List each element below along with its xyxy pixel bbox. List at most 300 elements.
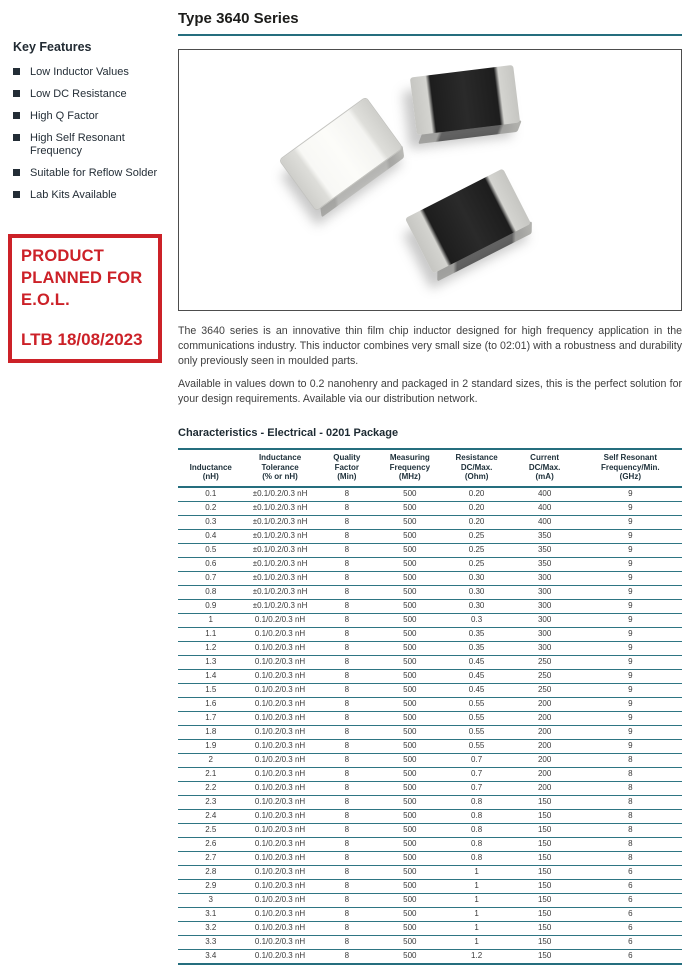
table-cell: 3.3 — [178, 935, 244, 949]
table-cell: 1.3 — [178, 655, 244, 669]
table-cell: 0.1/0.2/0.3 nH — [244, 739, 317, 753]
table-row — [178, 711, 682, 725]
table-cell: 8 — [317, 739, 377, 753]
table-cell: 0.55 — [443, 725, 511, 739]
table-row — [178, 571, 682, 585]
table-cell: 8 — [579, 767, 682, 781]
table-cell: 150 — [511, 823, 579, 837]
table-cell: 0.8 — [443, 823, 511, 837]
table-cell: 500 — [377, 795, 443, 809]
characteristics-table — [178, 448, 682, 965]
table-cell: 0.1/0.2/0.3 nH — [244, 893, 317, 907]
table-cell: 3.2 — [178, 921, 244, 935]
table-cell: 8 — [317, 823, 377, 837]
table-cell: 0.1/0.2/0.3 nH — [244, 921, 317, 935]
table-cell: 2.4 — [178, 809, 244, 823]
main-content — [178, 8, 682, 965]
table-row — [178, 893, 682, 907]
table-cell: 500 — [377, 725, 443, 739]
table-cell: 1.8 — [178, 725, 244, 739]
table-cell: 0.3 — [443, 613, 511, 627]
table-row — [178, 487, 682, 502]
table-cell: 0.8 — [443, 837, 511, 851]
table-row — [178, 865, 682, 879]
table-cell: 0.1/0.2/0.3 nH — [244, 627, 317, 641]
table-cell: 0.4 — [178, 529, 244, 543]
table-row — [178, 837, 682, 851]
square-bullet-icon — [13, 134, 20, 141]
table-cell: 6 — [579, 949, 682, 964]
key-feature-label: High Q Factor — [30, 110, 99, 122]
table-cell: 8 — [317, 599, 377, 613]
table-cell: 150 — [511, 907, 579, 921]
table-cell: 500 — [377, 655, 443, 669]
eol-ltb-date: LTB 18/08/2023 — [21, 330, 143, 349]
table-cell: 0.7 — [443, 781, 511, 795]
table-cell: 6 — [579, 921, 682, 935]
table-cell: 6 — [579, 893, 682, 907]
table-cell: 8 — [317, 935, 377, 949]
table-row — [178, 907, 682, 921]
table-cell: 0.25 — [443, 529, 511, 543]
table-cell: 8 — [317, 641, 377, 655]
table-cell: 8 — [317, 669, 377, 683]
table-row — [178, 795, 682, 809]
table-cell: 150 — [511, 879, 579, 893]
table-cell: 2.8 — [178, 865, 244, 879]
table-cell: 0.7 — [443, 767, 511, 781]
table-cell: 0.1/0.2/0.3 nH — [244, 655, 317, 669]
table-cell: 2.1 — [178, 767, 244, 781]
table-cell: 1 — [443, 921, 511, 935]
table-cell: 9 — [579, 515, 682, 529]
table-row — [178, 585, 682, 599]
table-cell: 200 — [511, 767, 579, 781]
table-cell: 0.30 — [443, 599, 511, 613]
table-cell: 0.1/0.2/0.3 nH — [244, 949, 317, 964]
table-cell: 8 — [317, 585, 377, 599]
square-bullet-icon — [13, 90, 20, 97]
table-cell: 500 — [377, 529, 443, 543]
table-cell: 150 — [511, 921, 579, 935]
table-cell: 500 — [377, 501, 443, 515]
key-feature-item — [13, 66, 168, 79]
table-cell: 1.9 — [178, 739, 244, 753]
table-cell: 200 — [511, 697, 579, 711]
table-cell: 0.55 — [443, 697, 511, 711]
table-cell: 400 — [511, 515, 579, 529]
table-cell: 3 — [178, 893, 244, 907]
table-cell: 500 — [377, 921, 443, 935]
table-row — [178, 641, 682, 655]
table-cell: 8 — [317, 921, 377, 935]
table-cell: 1.5 — [178, 683, 244, 697]
table-cell: 8 — [317, 683, 377, 697]
table-row — [178, 697, 682, 711]
table-cell: 1.4 — [178, 669, 244, 683]
table-cell: 500 — [377, 627, 443, 641]
table-cell: 9 — [579, 711, 682, 725]
table-row — [178, 543, 682, 557]
table-cell: 300 — [511, 599, 579, 613]
table-cell: 500 — [377, 515, 443, 529]
table-cell: 8 — [579, 809, 682, 823]
table-row — [178, 739, 682, 753]
table-cell: 2.5 — [178, 823, 244, 837]
table-cell: 8 — [317, 795, 377, 809]
table-cell: 9 — [579, 599, 682, 613]
table-cell: 8 — [317, 487, 377, 502]
table-cell: 1.6 — [178, 697, 244, 711]
table-cell: 500 — [377, 809, 443, 823]
table-cell: ±0.1/0.2/0.3 nH — [244, 599, 317, 613]
table-cell: 0.1/0.2/0.3 nH — [244, 851, 317, 865]
table-cell: 8 — [317, 879, 377, 893]
table-cell: 2.2 — [178, 781, 244, 795]
key-feature-item — [13, 110, 168, 123]
table-cell: 8 — [317, 697, 377, 711]
table-cell: 500 — [377, 851, 443, 865]
table-cell: ±0.1/0.2/0.3 nH — [244, 571, 317, 585]
table-cell: 2.7 — [178, 851, 244, 865]
table-cell: 0.20 — [443, 515, 511, 529]
table-row — [178, 781, 682, 795]
table-cell: 8 — [317, 837, 377, 851]
table-row — [178, 501, 682, 515]
square-bullet-icon — [13, 112, 20, 119]
table-cell: 8 — [579, 753, 682, 767]
eol-notice-line: E.O.L. — [21, 291, 70, 309]
table-cell: 350 — [511, 557, 579, 571]
table-cell: 9 — [579, 487, 682, 502]
table-cell: 8 — [317, 571, 377, 585]
table-cell: 500 — [377, 893, 443, 907]
table-cell: 0.5 — [178, 543, 244, 557]
table-cell: 0.25 — [443, 543, 511, 557]
table-cell: 200 — [511, 711, 579, 725]
column-header: Current DC/Max. (mA) — [511, 449, 579, 487]
table-cell: 0.35 — [443, 641, 511, 655]
table-cell: 2.9 — [178, 879, 244, 893]
table-cell: 0.55 — [443, 711, 511, 725]
table-cell: 6 — [579, 865, 682, 879]
table-cell: 0.8 — [443, 795, 511, 809]
table-cell: 500 — [377, 585, 443, 599]
table-cell: 300 — [511, 585, 579, 599]
column-header: Quality Factor (Min) — [317, 449, 377, 487]
table-row — [178, 823, 682, 837]
table-cell: 8 — [579, 837, 682, 851]
table-cell: 150 — [511, 809, 579, 823]
table-cell: 0.1/0.2/0.3 nH — [244, 865, 317, 879]
table-cell: 0.1/0.2/0.3 nH — [244, 837, 317, 851]
table-row — [178, 809, 682, 823]
table-row — [178, 879, 682, 893]
table-row — [178, 515, 682, 529]
table-row — [178, 529, 682, 543]
key-features-sidebar — [13, 40, 168, 211]
table-cell: 150 — [511, 949, 579, 964]
table-cell: 1 — [443, 879, 511, 893]
key-feature-item — [13, 132, 168, 158]
table-cell: 300 — [511, 571, 579, 585]
table-cell: 1 — [178, 613, 244, 627]
table-cell: 250 — [511, 655, 579, 669]
table-cell: 0.20 — [443, 501, 511, 515]
table-cell: 9 — [579, 697, 682, 711]
table-cell: 0.6 — [178, 557, 244, 571]
table-cell: ±0.1/0.2/0.3 nH — [244, 515, 317, 529]
table-cell: 9 — [579, 613, 682, 627]
table-cell: 350 — [511, 543, 579, 557]
table-cell: 200 — [511, 781, 579, 795]
table-cell: 8 — [317, 865, 377, 879]
table-cell: 0.30 — [443, 585, 511, 599]
table-row — [178, 627, 682, 641]
table-cell: 8 — [317, 557, 377, 571]
key-feature-label: Suitable for Reflow Solder — [30, 167, 158, 179]
table-row — [178, 725, 682, 739]
table-cell: 9 — [579, 585, 682, 599]
column-header: Measuring Frequency (MHz) — [377, 449, 443, 487]
table-cell: 150 — [511, 893, 579, 907]
key-features-list — [13, 66, 168, 202]
key-feature-label: High Self Resonant Frequency — [30, 132, 125, 157]
table-cell: 8 — [579, 795, 682, 809]
table-cell: 6 — [579, 907, 682, 921]
table-cell: 0.9 — [178, 599, 244, 613]
column-header: Self Resonant Frequency/Min. (GHz) — [579, 449, 682, 487]
table-cell: 9 — [579, 683, 682, 697]
table-header-row — [178, 449, 682, 487]
square-bullet-icon — [13, 68, 20, 75]
table-cell: 500 — [377, 613, 443, 627]
table-cell: 0.1/0.2/0.3 nH — [244, 823, 317, 837]
table-cell: 1.7 — [178, 711, 244, 725]
table-cell: 6 — [579, 879, 682, 893]
table-cell: 500 — [377, 543, 443, 557]
table-cell: 0.7 — [443, 753, 511, 767]
table-cell: 150 — [511, 837, 579, 851]
table-cell: 0.1/0.2/0.3 nH — [244, 767, 317, 781]
table-cell: 1.1 — [178, 627, 244, 641]
table-cell: 500 — [377, 907, 443, 921]
table-cell: 0.7 — [178, 571, 244, 585]
table-cell: 500 — [377, 837, 443, 851]
table-cell: 500 — [377, 641, 443, 655]
table-cell: 8 — [317, 655, 377, 669]
table-row — [178, 599, 682, 613]
key-feature-item — [13, 167, 168, 180]
table-cell: 500 — [377, 557, 443, 571]
square-bullet-icon — [13, 169, 20, 176]
table-cell: 500 — [377, 697, 443, 711]
table-cell: 8 — [317, 949, 377, 964]
table-cell: 9 — [579, 627, 682, 641]
table-cell: 6 — [579, 935, 682, 949]
table-cell: 8 — [317, 893, 377, 907]
table-cell: ±0.1/0.2/0.3 nH — [244, 529, 317, 543]
table-cell: 0.8 — [178, 585, 244, 599]
table-row — [178, 921, 682, 935]
table-cell: 8 — [317, 529, 377, 543]
eol-notice-box — [8, 234, 162, 363]
table-cell: 500 — [377, 487, 443, 502]
table-cell: 1 — [443, 935, 511, 949]
table-cell: 200 — [511, 739, 579, 753]
table-cell: 0.55 — [443, 739, 511, 753]
table-cell: ±0.1/0.2/0.3 nH — [244, 501, 317, 515]
table-cell: 0.45 — [443, 683, 511, 697]
table-row — [178, 935, 682, 949]
table-cell: 8 — [317, 501, 377, 515]
table-cell: 0.1/0.2/0.3 nH — [244, 683, 317, 697]
column-header: Inductance (nH) — [178, 449, 244, 487]
table-body — [178, 487, 682, 964]
table-cell: 0.25 — [443, 557, 511, 571]
table-row — [178, 767, 682, 781]
table-row — [178, 655, 682, 669]
table-cell: 0.1/0.2/0.3 nH — [244, 669, 317, 683]
table-cell: 500 — [377, 599, 443, 613]
table-cell: 500 — [377, 753, 443, 767]
table-row — [178, 669, 682, 683]
table-cell: 0.1/0.2/0.3 nH — [244, 711, 317, 725]
table-cell: 0.1/0.2/0.3 nH — [244, 907, 317, 921]
column-header: Inductance Tolerance (% or nH) — [244, 449, 317, 487]
table-cell: 0.1/0.2/0.3 nH — [244, 725, 317, 739]
table-row — [178, 753, 682, 767]
table-section-title: Characteristics - Electrical - 0201 Package — [178, 427, 399, 439]
table-cell: 0.1/0.2/0.3 nH — [244, 641, 317, 655]
table-cell: 500 — [377, 739, 443, 753]
table-cell: 8 — [317, 753, 377, 767]
table-cell: 500 — [377, 823, 443, 837]
table-cell: 8 — [317, 627, 377, 641]
table-cell: 150 — [511, 865, 579, 879]
table-cell: ±0.1/0.2/0.3 nH — [244, 557, 317, 571]
table-cell: 500 — [377, 781, 443, 795]
table-row — [178, 851, 682, 865]
key-feature-label: Lab Kits Available — [30, 189, 117, 201]
table-cell: 9 — [579, 725, 682, 739]
chip-inductor-black-top-image — [410, 65, 520, 135]
table-cell: 8 — [579, 851, 682, 865]
description-paragraph-1: The 3640 series is an innovative thin film chip inductor designed for high frequency application in the communications industry. This inductor combines very small size (to 02:01) with a robustness and durability only previously seen in moulded parts. — [178, 325, 682, 367]
table-cell: 0.8 — [443, 809, 511, 823]
table-cell: 0.1/0.2/0.3 nH — [244, 753, 317, 767]
table-cell: 0.2 — [178, 501, 244, 515]
table-cell: 9 — [579, 655, 682, 669]
table-cell: 0.1/0.2/0.3 nH — [244, 781, 317, 795]
table-cell: 8 — [317, 781, 377, 795]
table-cell: 0.8 — [443, 851, 511, 865]
table-cell: 200 — [511, 753, 579, 767]
table-cell: 8 — [317, 851, 377, 865]
eol-notice-text — [21, 245, 149, 311]
description-paragraph-2: Available in values down to 0.2 nanohenry and packaged in 2 standard sizes, this is the perfect solution for your design requirements. Available via our distribution network. — [178, 378, 682, 405]
table-cell: 8 — [317, 725, 377, 739]
eol-notice-line: PLANNED FOR — [21, 269, 143, 287]
table-cell: 0.1/0.2/0.3 nH — [244, 935, 317, 949]
table-cell: 9 — [579, 501, 682, 515]
table-cell: 1.2 — [443, 949, 511, 964]
key-feature-label: Low DC Resistance — [30, 88, 127, 100]
table-cell: ±0.1/0.2/0.3 nH — [244, 487, 317, 502]
table-cell: 500 — [377, 879, 443, 893]
key-feature-item — [13, 88, 168, 101]
chip-inductor-white-image — [280, 98, 402, 210]
table-cell: 1 — [443, 907, 511, 921]
key-feature-label: Low Inductor Values — [30, 66, 129, 78]
table-cell: 300 — [511, 613, 579, 627]
table-cell: 500 — [377, 683, 443, 697]
table-cell: 0.1/0.2/0.3 nH — [244, 879, 317, 893]
table-cell: 8 — [579, 823, 682, 837]
table-cell: 8 — [317, 711, 377, 725]
table-cell: 9 — [579, 669, 682, 683]
chip-inductor-black-bottom-image — [405, 168, 531, 273]
table-cell: 500 — [377, 711, 443, 725]
table-cell: 1 — [443, 865, 511, 879]
table-cell: 2.3 — [178, 795, 244, 809]
table-cell: 8 — [317, 515, 377, 529]
table-cell: 350 — [511, 529, 579, 543]
table-cell: 150 — [511, 935, 579, 949]
table-cell: 0.1/0.2/0.3 nH — [244, 613, 317, 627]
key-feature-item — [13, 189, 168, 202]
table-cell: 0.3 — [178, 515, 244, 529]
table-cell: ±0.1/0.2/0.3 nH — [244, 543, 317, 557]
table-cell: 150 — [511, 795, 579, 809]
table-cell: ±0.1/0.2/0.3 nH — [244, 585, 317, 599]
table-cell: 500 — [377, 669, 443, 683]
table-cell: 0.1/0.2/0.3 nH — [244, 697, 317, 711]
table-cell: 300 — [511, 627, 579, 641]
square-bullet-icon — [13, 191, 20, 198]
table-row — [178, 613, 682, 627]
key-features-heading: Key Features — [13, 40, 92, 54]
table-cell: 9 — [579, 739, 682, 753]
table-cell: 0.1/0.2/0.3 nH — [244, 809, 317, 823]
table-cell: 0.30 — [443, 571, 511, 585]
column-header: Resistance DC/Max. (Ohm) — [443, 449, 511, 487]
table-cell: 8 — [317, 767, 377, 781]
table-row — [178, 949, 682, 964]
table-cell: 250 — [511, 683, 579, 697]
page-title: Type 3640 Series — [178, 8, 682, 36]
table-cell: 8 — [317, 543, 377, 557]
table-cell: 0.1/0.2/0.3 nH — [244, 795, 317, 809]
table-cell: 500 — [377, 949, 443, 964]
table-cell: 150 — [511, 851, 579, 865]
table-cell: 300 — [511, 641, 579, 655]
table-row — [178, 683, 682, 697]
table-cell: 9 — [579, 571, 682, 585]
table-cell: 500 — [377, 935, 443, 949]
table-cell: 250 — [511, 669, 579, 683]
table-cell: 3.1 — [178, 907, 244, 921]
table-cell: 500 — [377, 767, 443, 781]
table-cell: 400 — [511, 501, 579, 515]
table-cell: 0.45 — [443, 669, 511, 683]
table-cell: 8 — [317, 907, 377, 921]
table-cell: 8 — [317, 809, 377, 823]
table-cell: 2.6 — [178, 837, 244, 851]
table-cell: 0.35 — [443, 627, 511, 641]
table-cell: 8 — [579, 781, 682, 795]
product-photo — [178, 49, 682, 311]
